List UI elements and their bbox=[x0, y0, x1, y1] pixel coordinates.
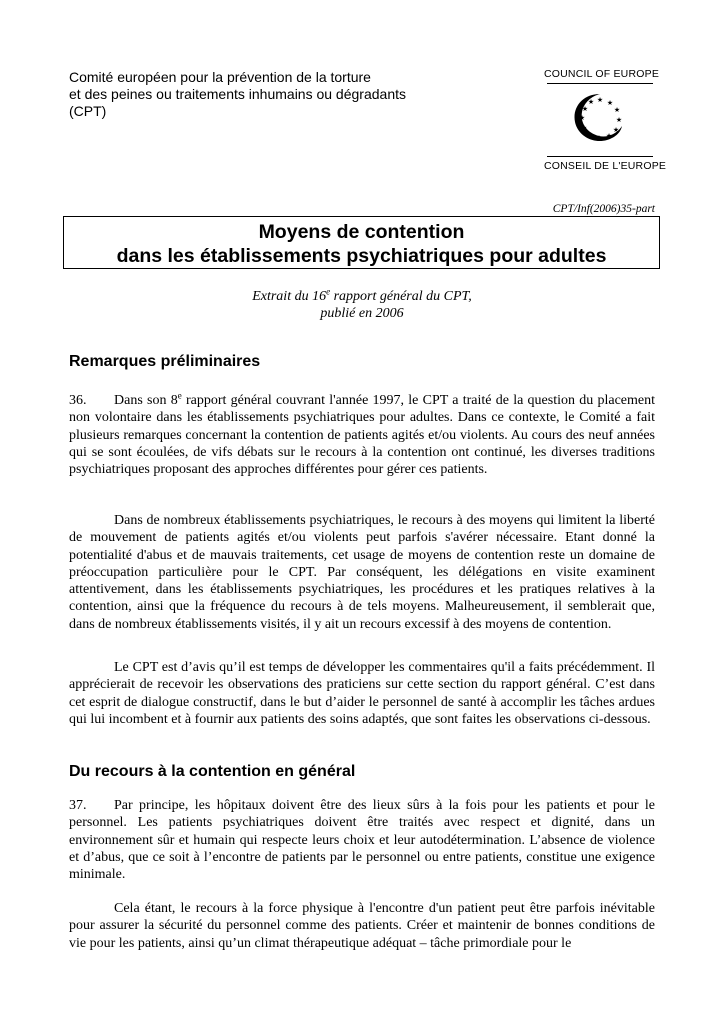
title-line-2: dans les établissements psychiatriques pour adultes bbox=[116, 245, 607, 267]
svg-text:★: ★ bbox=[581, 105, 589, 113]
logo-emblem bbox=[547, 83, 653, 157]
subtitle-line-2: publié en 2006 bbox=[320, 306, 404, 321]
subtitle-text: rapport général du CPT, bbox=[330, 289, 472, 304]
section-heading: Du recours à la contention en général bbox=[69, 763, 356, 780]
paragraph-36b: Dans de nombreux établissements psychiatriques, le recours à des moyens qui limitent la liberté de mouvement de patients agités et/ou violents peut parfois s'avérer nécessaire. Etant donné la potentialité d'abus et de mauvais traitements, cet usage de moyens de contention reste un domaine de préoccupation particulière pour le CPT. Par conséquent, les délégations en visite examinent attentivement, dans les établissements psychiatriques, les procédures et les pratiques relatives à la contention, ainsi que la fréquence du recours à de tels moyens. Malheureusement, il semblerait que, dans de nombreux établissements visités, il y ait un recours excessif à des moyens de contention. bbox=[69, 513, 655, 632]
stars-circle-icon bbox=[547, 84, 653, 156]
svg-text:★: ★ bbox=[605, 132, 613, 140]
committee-line-1: Comité européen pour la prévention de la torture bbox=[69, 69, 371, 85]
committee-line-3: (CPT) bbox=[69, 103, 107, 119]
paragraph-37b: Cela étant, le recours à la force physique à l'encontre d'un patient peut être parfois inévitable pour assurer la sécurité du personnel comme des patients. Créer et maintenir de bonnes conditions de vie pour les patients, ainsi qu’un climat thérapeutique adéquat – tâche primordiale pour le bbox=[69, 901, 655, 951]
subtitle-text: Extrait du 16 bbox=[252, 289, 327, 304]
superscript: e bbox=[326, 286, 331, 297]
paragraph-text: Par principe, les hôpitaux doivent être des lieux sûrs à la fois pour les patients et pour le personnel. Les patients psychiatriques doivent être traités avec respect et dignité, dans un environnement sûr et humain qui respecte leurs choix et leur autodétermination. L’absence de violence et d’abus, que ce soit à l’encontre de patients par le personnel ou entre patients, constitue une exigence minimale. bbox=[69, 798, 655, 883]
council-of-europe-logo bbox=[544, 68, 667, 172]
paragraph-37 bbox=[69, 797, 655, 883]
document-subtitle bbox=[62, 288, 662, 322]
superscript: e bbox=[177, 390, 182, 401]
svg-text:★: ★ bbox=[606, 99, 614, 107]
paragraph-number: 37. bbox=[69, 798, 87, 813]
logo-text-bottom: CONSEIL DE L'EUROPE bbox=[544, 160, 667, 172]
svg-text:★: ★ bbox=[596, 96, 604, 104]
document-title bbox=[63, 216, 660, 269]
svg-text:★: ★ bbox=[580, 124, 588, 132]
svg-text:★: ★ bbox=[595, 134, 603, 142]
paragraph-text: rapport général couvrant l'année 1997, le CPT a traité de la question du placement non volontaire dans les établissements psychiatriques pour adultes. Dans ce contexte, le Comité a fait plusieurs remarques concernant la contention de patients agités et/ou violents. Au cours des neuf années qui se sont écoulées, de vifs débats sur le recours à la contention ont continué, les diverses traditions psychiatriques proposant des approches différentes pour gérer ces patients. bbox=[69, 393, 655, 478]
paragraph-36 bbox=[69, 392, 655, 478]
title-line-1: Moyens de contention bbox=[258, 221, 465, 243]
svg-text:★: ★ bbox=[613, 106, 621, 114]
document-reference: CPT/Inf(2006)35-part bbox=[552, 203, 655, 215]
subtitle-line-1 bbox=[62, 288, 662, 305]
svg-text:★: ★ bbox=[578, 114, 586, 122]
paragraph-36c: Le CPT est d’avis qu’il est temps de développer les commentaires qu'il a faits précédemment. Il apprécierait de recevoir les observations des praticiens sur cette section du rapport général. C’est dans cet esprit de dialogue constructif, dans le but d’aider le personnel de santé à accomplir les tâches ardues qui lui incombent et à fournir aux patients des soins adaptés, que sont faites les observations ci-dessous. bbox=[69, 660, 655, 727]
committee-line-2: et des peines ou traitements inhumains ou dégradants bbox=[69, 86, 406, 102]
paragraph-number: 36. bbox=[69, 393, 87, 408]
committee-name bbox=[69, 69, 469, 120]
logo-text-top: COUNCIL OF EUROPE bbox=[544, 68, 660, 80]
svg-text:★: ★ bbox=[612, 126, 620, 134]
svg-text:★: ★ bbox=[587, 98, 595, 106]
svg-text:★: ★ bbox=[586, 131, 594, 139]
svg-text:★: ★ bbox=[615, 116, 623, 124]
section-heading: Remarques préliminaires bbox=[69, 353, 261, 370]
paragraph-text: Dans son 8 bbox=[114, 393, 178, 408]
